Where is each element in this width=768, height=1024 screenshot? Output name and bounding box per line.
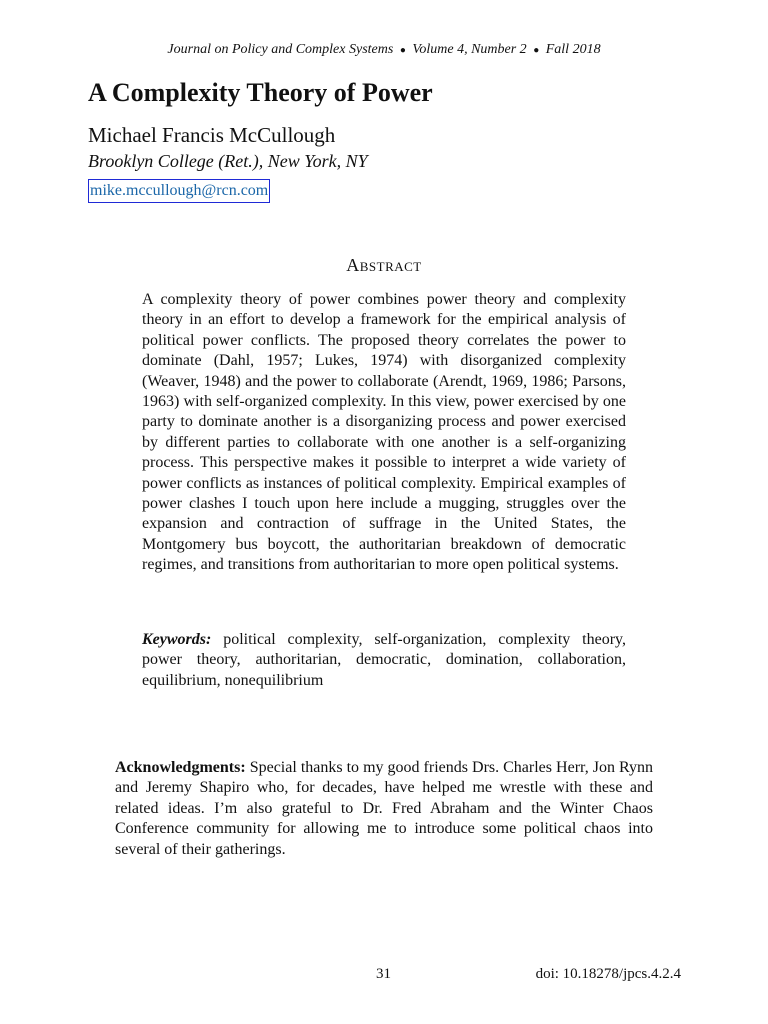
keywords-label: Keywords: xyxy=(142,631,212,648)
header-separator-2: ● xyxy=(533,45,540,56)
header-separator-1: ● xyxy=(399,45,406,56)
journal-issue-date: Fall 2018 xyxy=(545,42,601,57)
acknowledgments-label: Acknowledgments: xyxy=(115,759,246,776)
author-affiliation: Brooklyn College (Ret.), New York, NY xyxy=(88,151,368,171)
keywords-text: political complexity, self-organization, complexity theory, power theory, authoritarian, democratic, domination, collaboration, equilibrium, nonequilibrium xyxy=(142,631,626,689)
article-title: A Complexity Theory of Power xyxy=(88,78,433,107)
author-name: Michael Francis McCullough xyxy=(88,123,336,147)
abstract-text: A complexity theory of power combines power theory and complexity theory in an effort to develop a framework for the empirical analysis of political power conflicts. The proposed theory correlates the power to dominate (Dahl, 1957; Lukes, 1974) with disorganized complexity (Weaver, 1948) and the power to collaborate (Arendt, 1969, 1986; Parsons, 1963) with self-organized complexity. In this view, power exercised by one party to dominate another is a disorganizing process and power exercised by different parties to collaborate with one another is a self-organizing process. This perspective makes it possible to interpret a wide variety of power conflicts as instances of political complexity. Empirical examples of power clashes I touch upon here include a mugging, struggles over the expansion and contraction of suffrage in the United States, the Montgomery bus boycott, the authoritarian breakdown of democratic regimes, and transitions from authoritarian to more open political systems. xyxy=(142,291,626,574)
abstract-heading: Abstract xyxy=(346,255,422,275)
doi-text: doi: 10.18278/jpcs.4.2.4 xyxy=(535,966,681,982)
journal-name: Journal on Policy and Complex Systems xyxy=(167,42,394,57)
journal-header xyxy=(0,42,768,58)
keywords-section xyxy=(142,630,626,691)
journal-volume: Volume 4, Number 2 xyxy=(412,42,527,57)
acknowledgments-section xyxy=(115,758,653,860)
author-email-link[interactable]: mike.mccullough@rcn.com xyxy=(88,179,270,203)
page-number: 31 xyxy=(376,966,391,982)
acknowledgments-text: Special thanks to my good friends Drs. Charles Herr, Jon Rynn and Jeremy Shapiro who, for decades, have helped me wrestle with these and related ideas. I’m also grateful to Dr. Fred Abraham and the Winter Chaos Conference community for allowing me to introduce some political chaos into several of their gatherings. xyxy=(115,759,654,858)
